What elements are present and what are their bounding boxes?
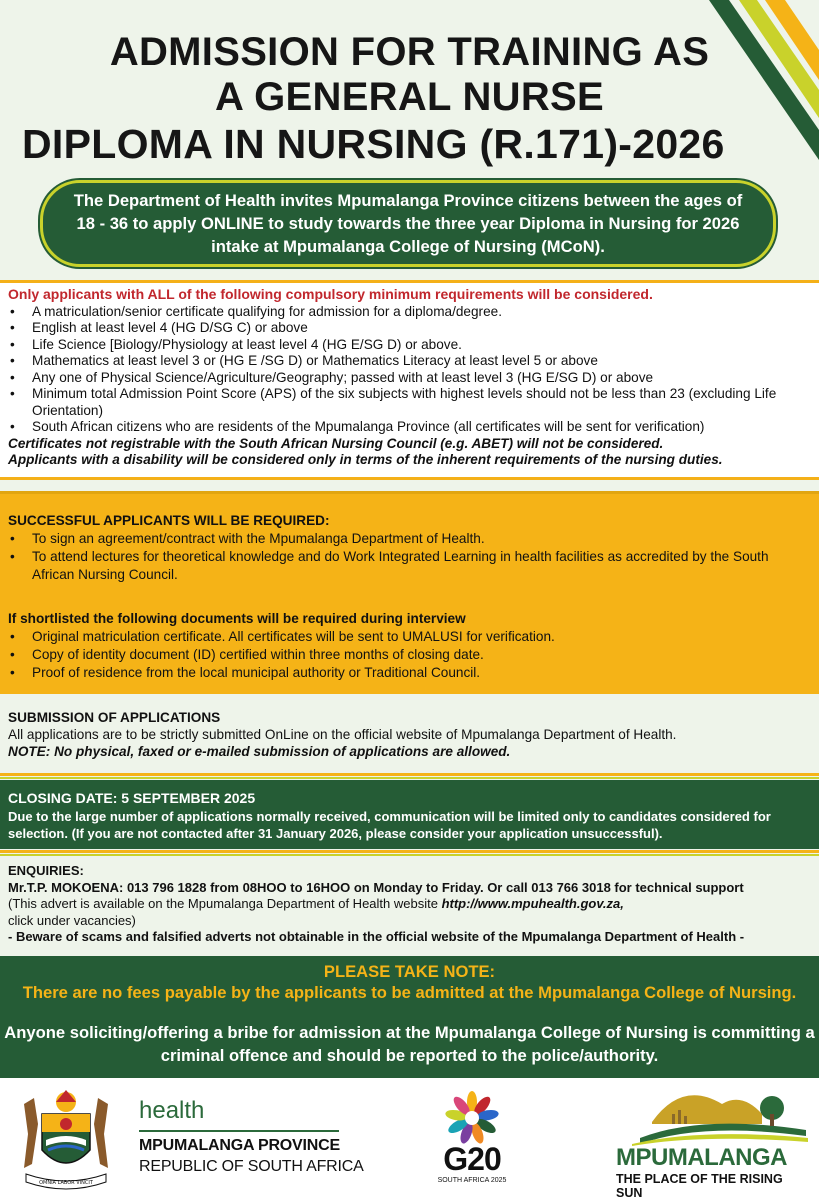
- submission-section: [0, 703, 819, 778]
- footer-logos: [0, 1078, 819, 1200]
- rising-sun-icon: [612, 1084, 812, 1146]
- disability-note: Applicants with a disability will be considered only in terms of the inherent requirements of the nursing duties.: [8, 452, 723, 467]
- list-item: • A matriculation/senior certificate qualifying for admission for a diploma/degree.: [8, 304, 811, 321]
- province-name: MPUMALANGA PROVINCE: [139, 1137, 340, 1154]
- list-item: • Proof of residence from the local municipal authority or Traditional Council.: [8, 664, 811, 682]
- advert-availability: (This advert is available on the Mpumalanga Department of Health website http://www.mpuhealth.gov.za,: [8, 896, 624, 911]
- documents-header: If shortlisted the following documents will be required during interview: [8, 611, 466, 626]
- list-item: • Minimum total Admission Point Score (APS) of the six subjects with highest levels should not be less than 23 (excluding Life Orientation): [8, 386, 811, 419]
- list-item: • South African citizens who are residents of the Mpumalanga Province (all certificates will be sent for verification): [8, 419, 811, 436]
- enquiries-header: ENQUIRIES:: [8, 863, 84, 878]
- take-note-header: PLEASE TAKE NOTE:: [323, 962, 496, 981]
- coat-of-arms-icon: [12, 1084, 120, 1192]
- successful-list: [8, 530, 811, 584]
- requirements-list: [8, 304, 811, 436]
- list-item: • Any one of Physical Science/Agriculture/Geography; passed with at least level 3 (HG E/SG D) or above: [8, 370, 811, 387]
- submission-note: NOTE: No physical, faxed or e-mailed submission of applications are allowed.: [8, 744, 511, 759]
- g20-flower-icon: [432, 1088, 512, 1144]
- list-item: • To sign an agreement/contract with the Mpumalanga Department of Health.: [8, 530, 811, 548]
- title-line-2: A GENERAL NURSE: [215, 75, 604, 119]
- take-note-section: [0, 956, 819, 1078]
- no-fees-text: There are no fees payable by the applicants to be admitted at the Mpumalanga College of Nursing.: [22, 983, 797, 1002]
- list-item: • To attend lectures for theoretical knowledge and do Work Integrated Learning in health facilities as accredited by the South African Nursing Council.: [8, 548, 811, 584]
- successful-applicants-section: [0, 491, 819, 694]
- website-link[interactable]: http://www.mpuhealth.gov.za,: [441, 896, 624, 911]
- list-item: • Mathematics at least level 3 or (HG E /SG D) or Mathematics Literacy at least level 5 or above: [8, 353, 811, 370]
- mpumalanga-logo: [612, 1084, 812, 1200]
- documents-list: [8, 628, 811, 682]
- list-item: • Life Science [Biology/Physiology at least level 4 (HG E/SG D) or above.: [8, 337, 811, 354]
- health-logo-text: health: [139, 1097, 205, 1124]
- closing-date-section: [0, 783, 819, 849]
- republic-name: REPUBLIC OF SOUTH AFRICA: [139, 1158, 364, 1175]
- advert-vacancies: click under vacancies): [8, 912, 136, 928]
- page-title: [0, 30, 819, 167]
- health-divider: [139, 1130, 339, 1132]
- g20-sublabel: SOUTH AFRICA 2025: [437, 1177, 507, 1184]
- submission-text: All applications are to be strictly submitted OnLine on the official website of Mpumalanga Department of Health.: [8, 727, 677, 742]
- title-line-3: DIPLOMA IN NURSING (R.171)-2026: [22, 121, 725, 167]
- mpumalanga-wordmark: MPUMALANGA: [616, 1144, 787, 1171]
- list-item: • Original matriculation certificate. All certificates will be sent to UMALUSI for verification.: [8, 628, 811, 646]
- stripe-band: [0, 771, 819, 783]
- submission-header: SUBMISSION OF APPLICATIONS: [8, 710, 221, 725]
- closing-text: Due to the large number of applications normally received, communication will be limited only to candidates considered for selection. (If you are not contacted after 31 January 2026, please consider your application unsuccessful).: [8, 808, 771, 841]
- enquiries-contact: Mr.T.P. MOKOENA: 013 796 1828 from 08HOO to 16HOO on Monday to Friday. Or call 013 766 3018 for technical support: [8, 879, 744, 895]
- list-item: • Copy of identity document (ID) certified within three months of closing date.: [8, 646, 811, 664]
- bribe-warning: Anyone soliciting/offering a bribe for admission at the Mpumalanga College of Nursing is committing a criminal offence and should be reported to the police/authority.: [4, 1023, 815, 1065]
- scam-warning: - Beware of scams and falsified adverts not obtainable in the official website of the Mpumalanga Department of Health -: [8, 929, 745, 944]
- invitation-text: The Department of Health invites Mpumalanga Province citizens between the ages of 18 - 36 to apply ONLINE to study towards the three year Diploma in Nursing for 2026 intake at Mpumalanga College of Nursing (MCoN).: [73, 191, 743, 256]
- mpumalanga-tagline: THE PLACE OF THE RISING SUN: [616, 1172, 783, 1200]
- enquiries-section: [0, 858, 819, 952]
- title-line-1: ADMISSION FOR TRAINING AS: [109, 30, 710, 74]
- g20-label: G20: [443, 1141, 501, 1177]
- closing-header: CLOSING DATE: 5 SEPTEMBER 2025: [8, 790, 256, 806]
- svg-text:OMNIA LABOR VINCIT: OMNIA LABOR VINCIT: [39, 1180, 93, 1186]
- stripe-band: [0, 849, 819, 858]
- requirements-header: Only applicants with ALL of the following compulsory minimum requirements will be considered.: [8, 286, 653, 302]
- successful-header: SUCCESSFUL APPLICANTS WILL BE REQUIRED:: [8, 513, 330, 528]
- list-item: • English at least level 4 (HG D/SG C) or above: [8, 320, 811, 337]
- invitation-banner: [40, 180, 776, 267]
- certificates-note: Certificates not registrable with the South African Nursing Council (e.g. ABET) will not be considered.: [8, 435, 664, 451]
- g20-logo: [432, 1088, 512, 1192]
- requirements-section: [0, 280, 819, 480]
